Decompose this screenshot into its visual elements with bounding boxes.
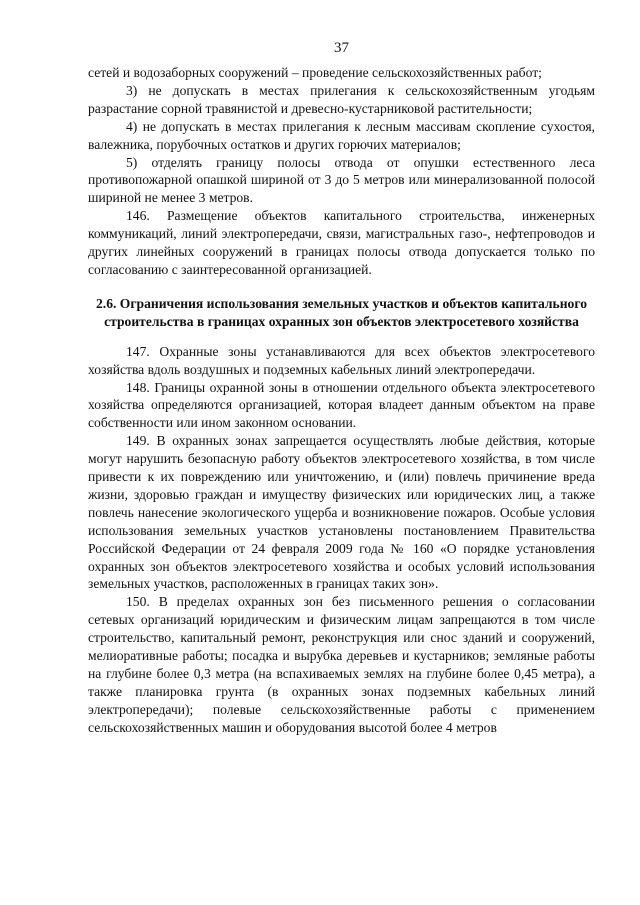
- paragraph: 149. В охранных зонах запрещается осуществлять любые действия, которые могут нарушить безопасную работу объектов электросетевого хозяйства, в том числе привести к их повреждению или уничтожению, и (или) повлечь причинение вреда жизни, здоровью граждан и имуществу физических или юридических лиц, а также повлечь нанесение экологического ущерба и возникновение пожаров. Особые условия использования земельных участков установлены постановлением Правительства Российской Федерации от 24 февраля 2009 года № 160 «О порядке установления охранных зон объектов электросетевого хозяйства и особых условий использования земельных участков, расположенных в границах таких зон».: [88, 433, 595, 592]
- paragraph: 150. В пределах охранных зон без письменного решения о согласовании сетевых организаций юридическим и физическим лицам запрещаются в том числе строительство, капитальный ремонт, реконструкция или снос зданий и сооружений, мелиоративные работы; посадка и вырубка деревьев и кустарников; земляные работы на глубине более 0,3 метра (на вспахиваемых землях на глубине более 0,45 метра), а также планировка грунта (в охранных зонах подземных кабельных линий электропередачи); полевые сельскохозяйственные работы с применением сельскохозяйственных машин и оборудования высотой более 4 метров: [88, 594, 595, 735]
- section-heading: 2.6. Ограничения использования земельных участков и объектов капитального строительства в границах охранных зон объектов электросетевого хозяйства: [96, 295, 587, 329]
- paragraph: 148. Границы охранной зоны в отношении отдельного объекта электросетевого хозяйства определяются организацией, которая владеет данным объектом на праве собственности или ином законном основании.: [88, 379, 595, 431]
- paragraph: 146. Размещение объектов капитального строительства, инженерных коммуникаций, линий электропередачи, связи, магистральных газо-, нефтепроводов и других линейных сооружений в границах полосы отвода допускается только по согласованию с заинтересованной организацией.: [88, 208, 595, 277]
- paragraph: 147. Охранные зоны устанавливаются для всех объектов электросетевого хозяйства вдоль воздушных и подземных кабельных линий электропередачи.: [88, 343, 595, 377]
- paragraphs-bottom: [88, 343, 595, 737]
- paragraph: сетей и водозаборных сооружений – проведение сельскохозяйственных работ;: [88, 65, 542, 80]
- paragraph: 5) отделять границу полосы отвода от опушки естественного леса противопожарной опашкой шириной от 3 до 5 метров или минерализованной полосой шириной не менее 3 метров.: [88, 154, 595, 206]
- page-number: 37: [334, 40, 349, 56]
- paragraph: 3) не допускать в местах прилегания к сельскохозяйственным угодьям разрастание сорной травянистой и древесно-кустарниковой растительности;: [88, 82, 595, 116]
- paragraph: 4) не допускать в местах прилегания к лесным массивам скопление сухостоя, валежника, порубочных остатков и других горючих материалов;: [88, 118, 595, 152]
- paragraphs-top: [88, 64, 595, 279]
